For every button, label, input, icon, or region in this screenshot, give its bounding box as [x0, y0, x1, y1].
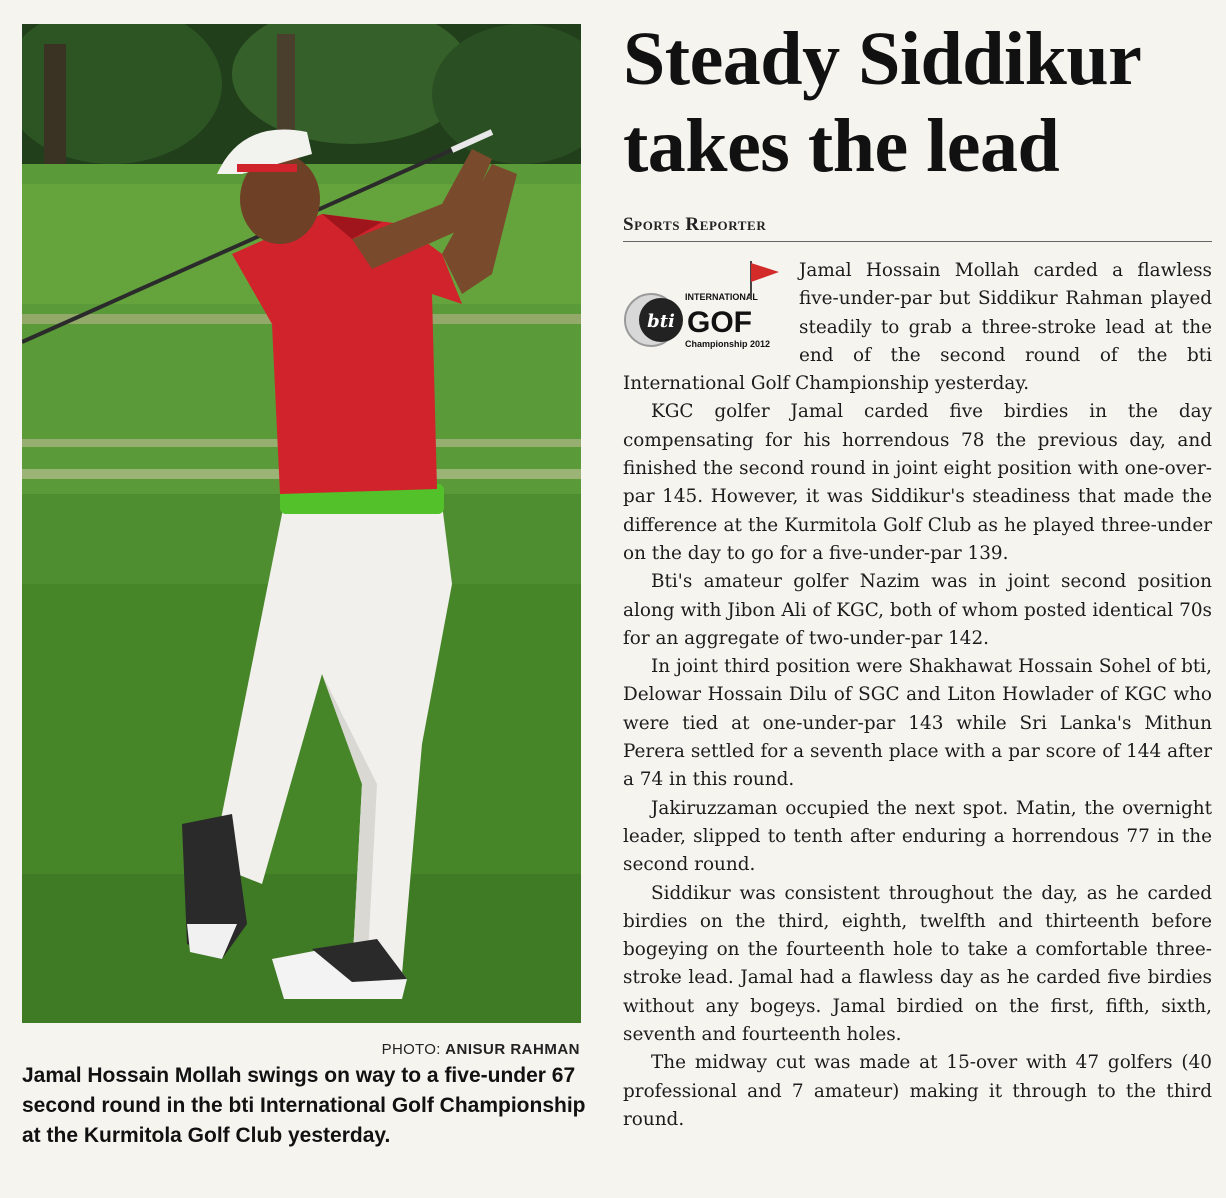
- photo-credit: [0, 1041, 580, 1058]
- article-paragraph: Bti's amateur golfer Nazim was in joint second position along with Jibon Ali of KGC, both of whom posted identical 70s for an aggregate of two-under-par 142.: [623, 571, 1212, 649]
- byline-divider: [623, 241, 1212, 242]
- article-paragraph: KGC golfer Jamal carded five birdies in the day compensating for his horrendous 78 the previous day, and finished the second round in joint eight position with one-over-par 145. However, it was Siddikur's steadiness that made the difference at the Kurmitola Golf Club as he played three-under on the day to go for a five-under-par 139.: [623, 401, 1212, 564]
- photo-credit-label: PHOTO:: [381, 1041, 441, 1058]
- article-paragraph: In joint third position were Shakhawat Hossain Sohel of bti, Delowar Hossain Dilu of SGC and Liton Howlader of KGC who were tied at one-under-par 143 while Sri Lanka's Mithun Perera settled for a seventh place with a par score of 144 after a 74 in this round.: [623, 656, 1212, 791]
- byline: Sports Reporter: [623, 214, 767, 235]
- article-body: [623, 257, 1212, 1134]
- logo-brand: bti: [647, 311, 675, 332]
- golfer-illustration: [22, 24, 581, 1023]
- photo-credit-name: ANISUR RAHMAN: [445, 1041, 580, 1058]
- golfer-photo: [22, 24, 581, 1023]
- article-paragraph: Jakiruzzaman occupied the next spot. Matin, the overnight leader, slipped to tenth after enduring a horrendous 77 in the second round.: [623, 797, 1212, 876]
- logo-top-text: INTERNATIONAL: [685, 292, 758, 302]
- logo-main-text: GOF: [687, 306, 752, 339]
- headline: Steady Siddikur takes the lead: [623, 17, 1141, 188]
- article-paragraph: Siddikur was consistent throughout the day, as he carded birdies on the third, eighth, twelfth and thirteenth before bogeying on the fourteenth hole to take a comfortable three-stroke lead. Jamal had a flawless day as he carded five birdies without any bogeys. Jamal birdied on the first, fifth, sixth, seventh and fourteenth holes.: [623, 882, 1212, 1046]
- article-paragraph: Jamal Hossain Mollah carded a flawless five-under-par but Siddikur Rahman played steadily to grab a three-stroke lead at the end of the second round of the bti International Golf Championship yesterday.: [623, 260, 1212, 395]
- photo-caption: Jamal Hossain Mollah swings on way to a five-under 67 second round in the bti International Golf Championship at the Kurmitola Golf Club yesterday.: [22, 1064, 586, 1147]
- logo-bottom-text: Championship 2012: [685, 339, 771, 349]
- article-paragraph: The midway cut was made at 15-over with 47 golfers (40 professional and 7 amateur) making it through to the third round.: [623, 1052, 1212, 1130]
